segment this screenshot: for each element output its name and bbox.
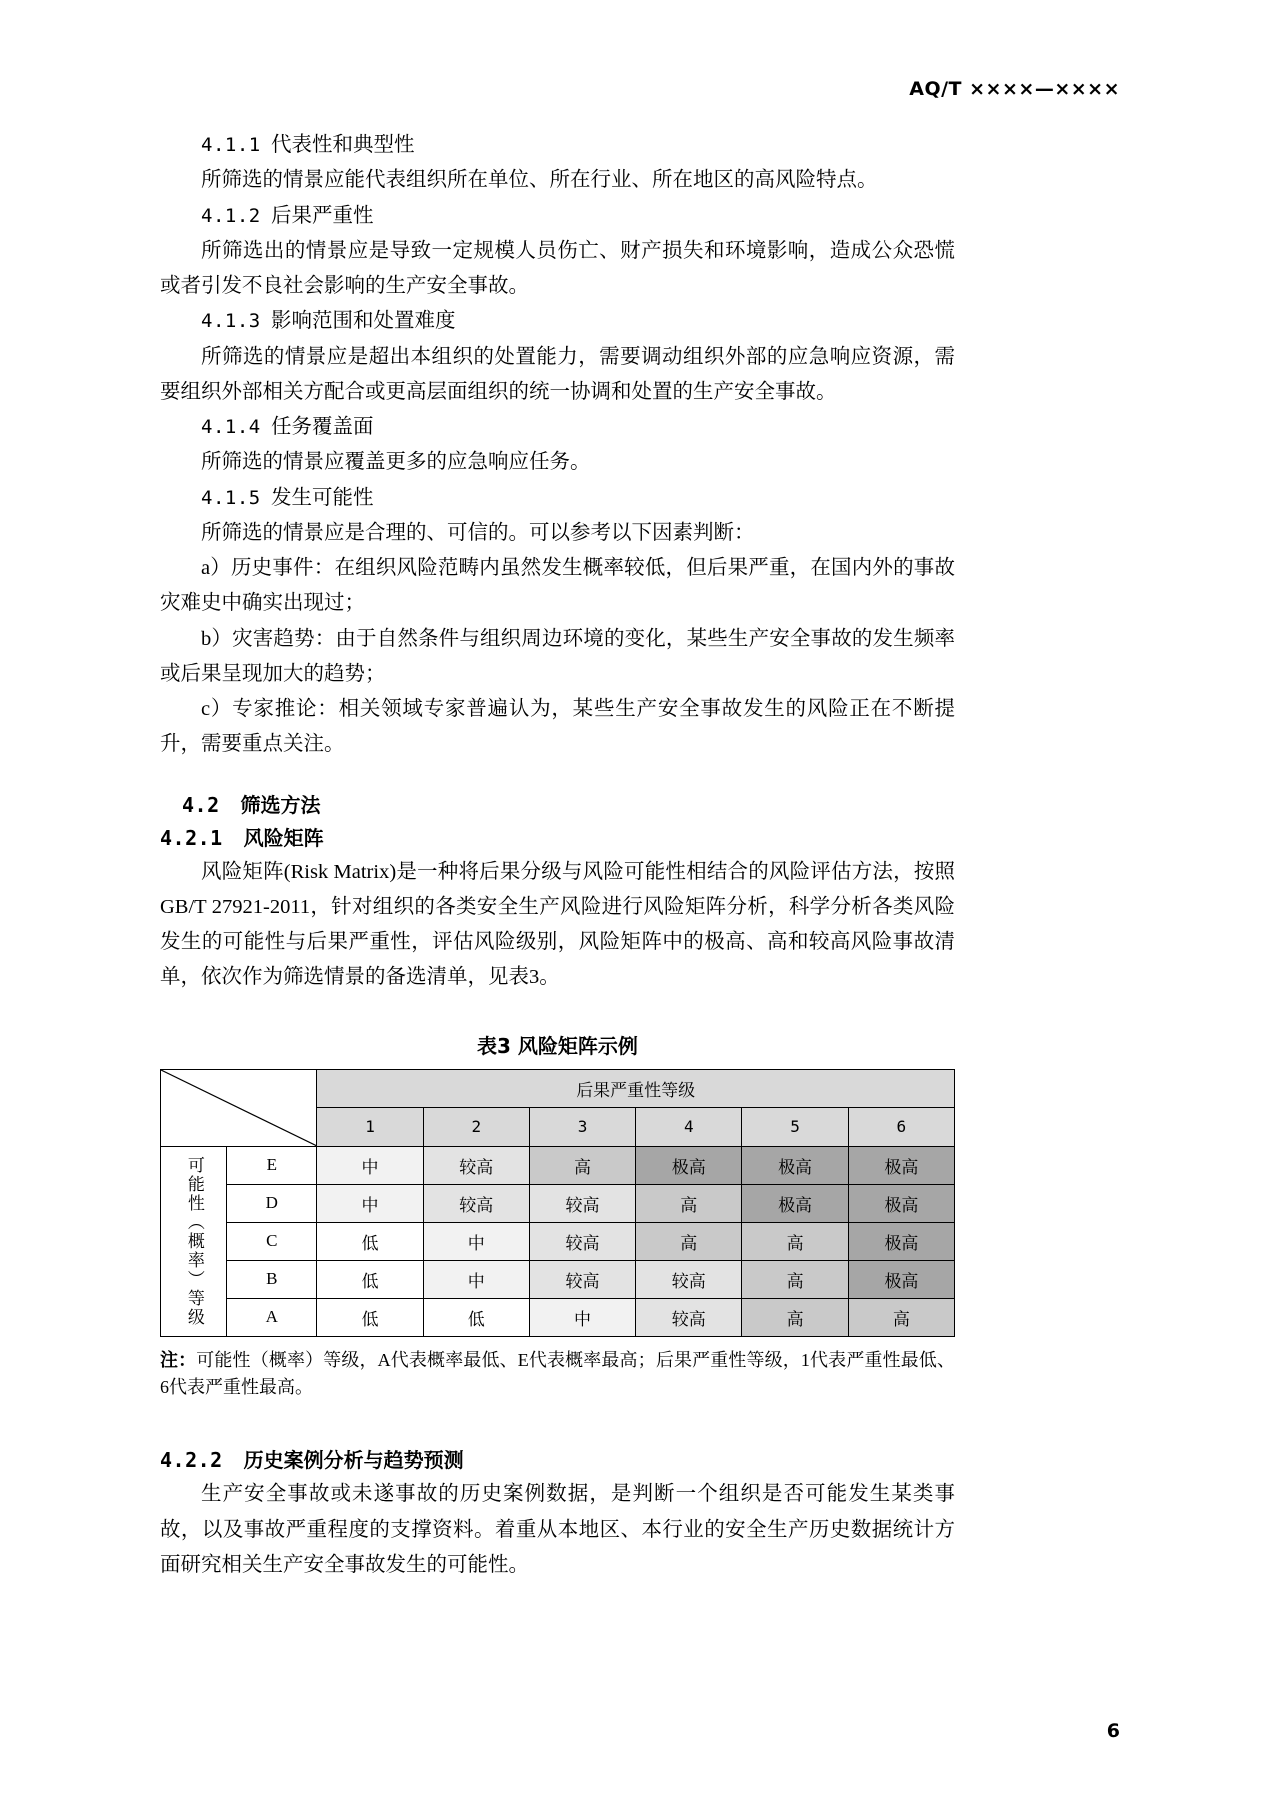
table-row — [161, 1184, 955, 1222]
paragraph-4-1-1: 所筛选的情景应能代表组织所在单位、所在行业、所在地区的高风险特点。 — [201, 169, 878, 192]
clause-title: 后果严重性 — [270, 204, 374, 227]
paragraph-4-2-2: 生产安全事故或未遂事故的历史案例数据，是判断一个组织是否可能发生某类事故，以及事故严重程度的支撑资料。着重从本地区、本行业的安全生产历史数据统计方面研究相关生产安全事故发生的可能性。 — [160, 1483, 955, 1576]
row-level-C: C — [227, 1222, 317, 1260]
table-corner-cell — [161, 1069, 317, 1146]
cell-D-3: 较高 — [529, 1184, 635, 1222]
cell-A-1: 低 — [317, 1298, 423, 1336]
factor-item-c — [160, 692, 955, 763]
paragraph-4-1-2: 所筛选出的情景应是导致一定规模人员伤亡、财产损失和环境影响，造成公众恐慌或者引发不良社会影响的生产安全事故。 — [160, 239, 955, 297]
clause-4-1-3 — [160, 304, 955, 339]
row-level-D: D — [227, 1184, 317, 1222]
paragraph-4-1-5: 所筛选的情景应是合理的、可信的。可以参考以下因素判断： — [201, 521, 755, 544]
paragraph-4-1-3: 所筛选的情景应是超出本组织的处置能力，需要调动组织外部的应急响应资源，需要组织外部相关方配合或更高层面组织的统一协调和处置的生产安全事故。 — [160, 345, 955, 403]
cell-A-2: 低 — [423, 1298, 529, 1336]
factor-label: a）历史事件： — [201, 557, 335, 579]
cell-D-1: 中 — [317, 1184, 423, 1222]
page-content — [160, 128, 955, 1583]
clause-number: 4.1.5 — [201, 486, 261, 509]
clause-title: 代表性和典型性 — [270, 134, 415, 156]
heading-number: 4.2.2 — [160, 1448, 223, 1473]
cell-D-4: 高 — [636, 1184, 742, 1222]
cell-C-4: 高 — [636, 1222, 742, 1260]
clause-title: 发生可能性 — [270, 486, 374, 509]
table-row — [161, 1260, 955, 1298]
heading-4-2-1 — [160, 822, 955, 851]
cell-E-3: 高 — [529, 1146, 635, 1184]
cell-A-6: 高 — [848, 1298, 954, 1336]
clause-title: 任务覆盖面 — [270, 416, 374, 438]
paragraph-4-1-4: 所筛选的情景应覆盖更多的应急响应任务。 — [201, 451, 591, 474]
row-level-B: B — [227, 1260, 317, 1298]
clause-number: 4.1.2 — [201, 204, 261, 227]
factor-text: 在组织风险范畴内虽然发生概率较低，但后果严重，在国内外的事故灾难史中确实出现过； — [160, 557, 956, 615]
cell-B-2: 中 — [423, 1260, 529, 1298]
row-level-A: A — [227, 1298, 317, 1336]
factor-text: 由于自然条件与组织周边环境的变化，某些生产安全事故的发生频率或后果呈现加大的趋势； — [160, 627, 956, 685]
heading-title: 历史案例分析与趋势预测 — [243, 1448, 464, 1473]
cell-B-1: 低 — [317, 1260, 423, 1298]
clause-4-1-1 — [160, 128, 955, 163]
clause-4-1-2 — [160, 199, 955, 234]
clause-4-1-4 — [160, 410, 955, 445]
likelihood-label-vertical: 可能性（概率）等级 — [184, 1155, 204, 1327]
heading-number: 4.2 — [182, 792, 220, 817]
cell-A-5: 高 — [742, 1298, 848, 1336]
risk-matrix-table — [160, 1069, 955, 1337]
factor-item-b — [160, 622, 955, 693]
cell-E-6: 极高 — [848, 1146, 954, 1184]
clause-number: 4.1.3 — [201, 310, 261, 333]
page-number: 6 — [1106, 1720, 1120, 1742]
cell-A-3: 中 — [529, 1298, 635, 1336]
diagonal-divider-icon — [161, 1070, 317, 1146]
col-header-6: 6 — [848, 1108, 954, 1147]
consequence-severity-header: 后果严重性等级 — [317, 1069, 955, 1108]
cell-C-3: 较高 — [529, 1222, 635, 1260]
clause-4-1-5 — [160, 481, 955, 516]
factor-item-a — [160, 551, 955, 622]
clause-number: 4.1.1 — [201, 134, 261, 156]
heading-title: 筛选方法 — [240, 792, 321, 817]
cell-C-1: 低 — [317, 1222, 423, 1260]
cell-E-2: 较高 — [423, 1146, 529, 1184]
table-note — [160, 1347, 955, 1403]
cell-D-5: 极高 — [742, 1184, 848, 1222]
cell-E-1: 中 — [317, 1146, 423, 1184]
table-row — [161, 1298, 955, 1336]
clause-number: 4.1.4 — [201, 416, 261, 438]
table-caption: 表3 风险矩阵示例 — [477, 1033, 638, 1058]
row-level-E: E — [227, 1146, 317, 1184]
cell-A-4: 较高 — [636, 1298, 742, 1336]
cell-B-6: 极高 — [848, 1260, 954, 1298]
heading-4-2 — [182, 789, 955, 818]
col-header-2: 2 — [423, 1108, 529, 1147]
table-header-row-1 — [161, 1069, 955, 1108]
page-header: AQ/T ××××—×××× — [909, 78, 1120, 100]
table-note-label: 注： — [160, 1349, 197, 1371]
cell-E-5: 极高 — [742, 1146, 848, 1184]
cell-D-6: 极高 — [848, 1184, 954, 1222]
col-header-5: 5 — [742, 1108, 848, 1147]
cell-B-5: 高 — [742, 1260, 848, 1298]
table-note-text: 可能性（概率）等级，A代表概率最低、E代表概率最高；后果严重性等级，1代表严重性最低、6代表严重性最高。 — [160, 1349, 955, 1398]
clause-title: 影响范围和处置难度 — [270, 310, 456, 333]
table-row — [161, 1222, 955, 1260]
cell-C-2: 中 — [423, 1222, 529, 1260]
col-header-4: 4 — [636, 1108, 742, 1147]
paragraph-4-2-1: 风险矩阵(Risk Matrix)是一种将后果分级与风险可能性相结合的风险评估方法，按照GB/T 27921-2011，针对组织的各类安全生产风险进行风险矩阵分析，科学分析各类风险发生的可能性与后果严重性，评估风险级别，风险矩阵中的极高、高和较高风险事故清单，依次作为筛选情景的备选清单，见表3。 — [160, 860, 955, 989]
heading-4-2-2 — [160, 1444, 955, 1473]
col-header-3: 3 — [529, 1108, 635, 1147]
cell-B-3: 较高 — [529, 1260, 635, 1298]
cell-D-2: 较高 — [423, 1184, 529, 1222]
factor-label: c）专家推论： — [201, 698, 339, 720]
factor-text: 相关领域专家普遍认为，某些生产安全事故发生的风险正在不断提升，需要重点关注。 — [160, 698, 955, 756]
heading-title: 风险矩阵 — [243, 825, 324, 850]
col-header-1: 1 — [317, 1108, 423, 1147]
table-row — [161, 1146, 955, 1184]
likelihood-group-header — [161, 1146, 227, 1336]
cell-B-4: 较高 — [636, 1260, 742, 1298]
cell-E-4: 极高 — [636, 1146, 742, 1184]
heading-number: 4.2.1 — [160, 825, 223, 850]
cell-C-5: 高 — [742, 1222, 848, 1260]
factor-label: b）灾害趋势： — [201, 627, 336, 650]
cell-C-6: 极高 — [848, 1222, 954, 1260]
